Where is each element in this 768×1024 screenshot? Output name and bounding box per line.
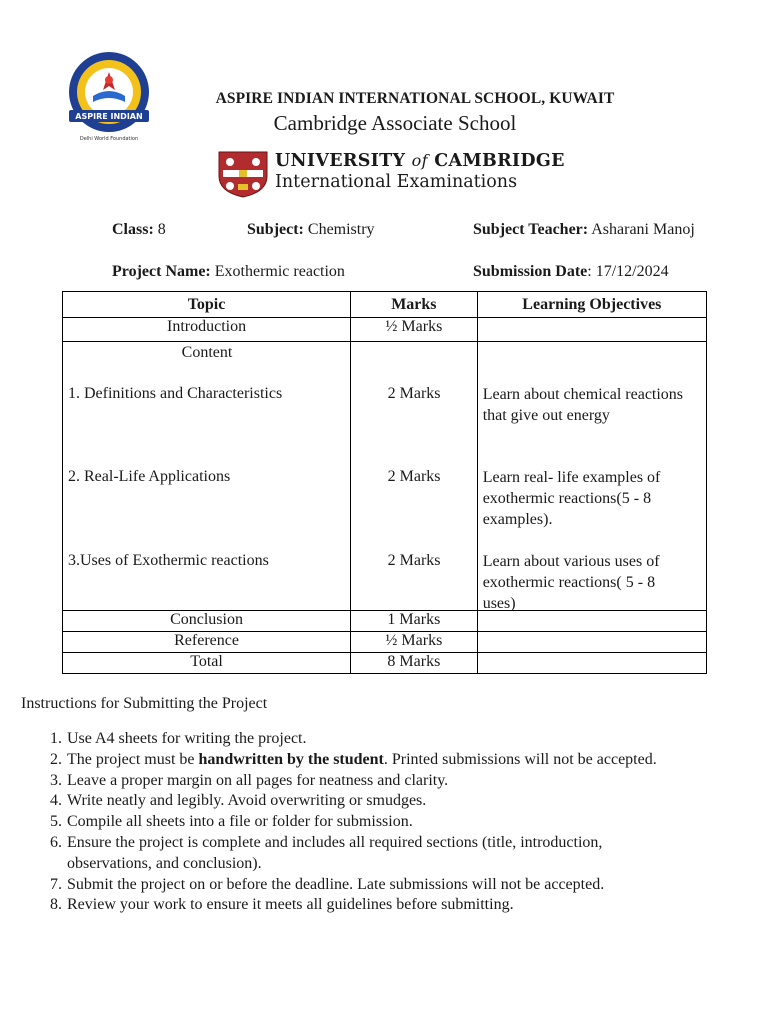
content-item-3: 3.Uses of Exothermic reactions (68, 552, 269, 569)
content-marks-2: 2 Marks (387, 468, 441, 485)
content-item-1: 1. Definitions and Characteristics (68, 385, 283, 402)
objective-3: Learn about various uses of exothermic reactions( 5 - 8 uses) (482, 553, 660, 612)
conclusion-topic: Conclusion (63, 611, 351, 632)
logo-banner-text: ASPIRE INDIAN (75, 112, 143, 121)
class-info: Class: 8 (112, 221, 166, 238)
cambridge-logo (217, 150, 577, 200)
objective-1: Learn about chemical reactions that give out energy (482, 386, 684, 424)
intro-marks: ½ Marks (351, 318, 478, 342)
project-table (62, 291, 707, 674)
list-item: 1. Use A4 sheets for writing the project. (66, 729, 766, 750)
project-name-info: Project Name: Exothermic reaction (112, 263, 345, 280)
school-name: ASPIRE INDIAN INTERNATIONAL SCHOOL, KUWAIT (215, 90, 615, 107)
teacher-info: Subject Teacher: Asharani Manoj (473, 221, 695, 238)
reference-objective (477, 632, 706, 653)
table-row (63, 318, 707, 342)
conclusion-marks: 1 Marks (351, 611, 478, 632)
list-item: 3. Leave a proper margin on all pages for neatness and clarity. (66, 771, 766, 792)
table-row (63, 342, 707, 611)
header-marks: Marks (351, 292, 478, 318)
table-row (63, 632, 707, 653)
list-item: 2. The project must be handwritten by the student. Printed submissions will not be accepted. (66, 750, 766, 771)
list-item: 5. Compile all sheets into a file or folder for submission. (66, 812, 766, 833)
content-marks-1: 2 Marks (387, 385, 441, 402)
total-marks: 8 Marks (351, 653, 478, 674)
intro-objective (477, 318, 706, 342)
content-marks-cell (351, 342, 478, 611)
table-header-row (63, 292, 707, 318)
cambridge-shield-icon (217, 150, 269, 198)
table-row (63, 653, 707, 674)
header-topic: Topic (63, 292, 351, 318)
list-item: 4. Write neatly and legibly. Avoid overwriting or smudges. (66, 791, 766, 812)
instructions-title: Instructions for Submitting the Project (21, 695, 268, 712)
content-objectives-cell (477, 342, 706, 611)
associate-school: Cambridge Associate School (273, 111, 517, 135)
subject-info: Subject: Chemistry (247, 221, 375, 238)
cambridge-line1: UNIVERSITY of CAMBRIDGE (275, 151, 565, 171)
intro-topic: Introduction (63, 318, 351, 342)
instructions-list (30, 729, 766, 916)
content-marks-3: 2 Marks (387, 552, 441, 569)
content-title: Content (181, 344, 233, 361)
content-topic-cell (63, 342, 351, 611)
objective-2: Learn real- life examples of exothermic reactions(5 - 8 examples). (482, 469, 661, 528)
list-item: 8. Review your work to ensure it meets all guidelines before submitting. (66, 895, 766, 916)
list-item: 7. Submit the project on or before the deadline. Late submissions will not be accepted. (66, 875, 766, 896)
total-topic: Total (63, 653, 351, 674)
cambridge-line2: International Examinations (275, 172, 518, 192)
submission-date-info: Submission Date: 17/12/2024 (473, 263, 669, 280)
logo-subtext: Delhi World Foundation (79, 136, 139, 142)
reference-topic: Reference (63, 632, 351, 653)
content-item-2: 2. Real-Life Applications (68, 468, 231, 485)
total-objective (477, 653, 706, 674)
header-objectives: Learning Objectives (477, 292, 706, 318)
reference-marks: ½ Marks (351, 632, 478, 653)
list-item: 6. Ensure the project is complete and includes all required sections (title, introduction, observations, and conclusion). (66, 833, 667, 875)
